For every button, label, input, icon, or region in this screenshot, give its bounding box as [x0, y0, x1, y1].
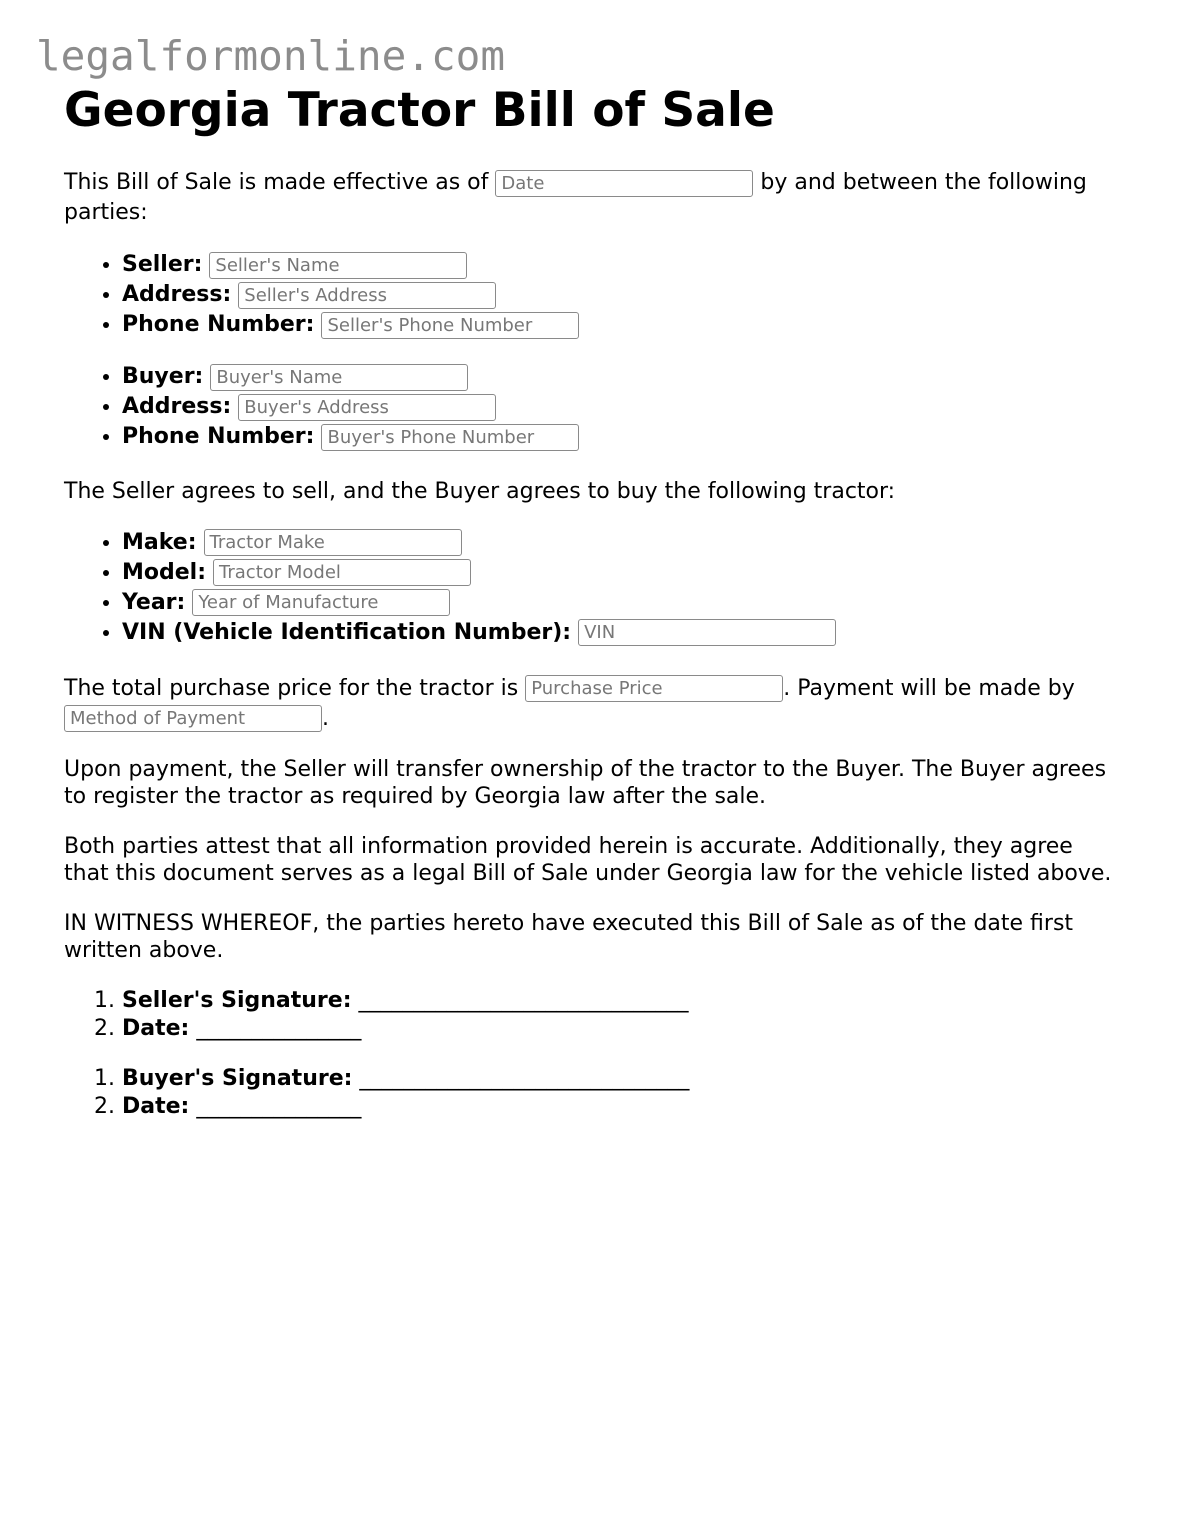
- seller-signature-list: [64, 987, 1124, 1043]
- tractor-model-item: [122, 558, 1124, 588]
- buyer-name-item: [122, 362, 1124, 392]
- buyer-date-line[interactable]: _______________: [196, 1093, 362, 1119]
- seller-date-line[interactable]: _______________: [196, 1015, 362, 1041]
- seller-phone-field[interactable]: Seller's Phone Number: [321, 312, 579, 339]
- buyer-signature-item: [122, 1065, 1124, 1093]
- buyer-phone-label: Phone Number:: [122, 424, 315, 450]
- tractor-vin-label: VIN (Vehicle Identification Number):: [122, 619, 572, 645]
- intro-paragraph: [64, 168, 1124, 228]
- buyer-name-field[interactable]: Buyer's Name: [210, 364, 468, 391]
- seller-name-item: [122, 250, 1124, 280]
- document-title: Georgia Tractor Bill of Sale: [64, 83, 775, 138]
- tractor-year-field[interactable]: Year of Manufacture: [192, 589, 450, 616]
- buyer-address-item: [122, 392, 1124, 422]
- tractor-list: [64, 528, 1124, 648]
- agreement-paragraph: The Seller agrees to sell, and the Buyer agrees to buy the following tractor:: [64, 479, 896, 505]
- buyer-phone-item: [122, 422, 1124, 452]
- buyer-signature-list: [64, 1065, 1124, 1121]
- seller-address-label: Address:: [122, 282, 232, 308]
- tractor-year-label: Year:: [122, 589, 186, 615]
- payment-method-field[interactable]: Method of Payment: [64, 705, 322, 732]
- witness-paragraph: IN WITNESS WHEREOF, the parties hereto have executed this Bill of Sale as of the date first written above.: [64, 910, 1074, 964]
- seller-signature-item: [122, 987, 1124, 1015]
- tractor-model-field[interactable]: Tractor Model: [213, 559, 471, 586]
- price-text-middle: . Payment will be made by: [783, 675, 1075, 701]
- buyer-date-label: Date:: [122, 1093, 190, 1119]
- buyer-address-label: Address:: [122, 394, 232, 420]
- tractor-year-item: [122, 588, 1124, 618]
- transfer-paragraph: Upon payment, the Seller will transfer ownership of the tractor to the Buyer. The Buyer agrees to register the tractor as required by Georgia law after the sale.: [64, 756, 1107, 810]
- document-page: [64, 84, 1124, 1143]
- buyer-phone-field[interactable]: Buyer's Phone Number: [321, 424, 579, 451]
- buyer-list: [64, 362, 1124, 452]
- buyer-date-item: [122, 1093, 1124, 1121]
- seller-name-field[interactable]: Seller's Name: [209, 252, 467, 279]
- buyer-name-label: Buyer:: [122, 364, 204, 390]
- seller-signature-line[interactable]: ______________________________: [358, 987, 689, 1013]
- seller-address-field[interactable]: Seller's Address: [238, 282, 496, 309]
- purchase-price-field[interactable]: Purchase Price: [525, 675, 783, 702]
- seller-list: [64, 250, 1124, 340]
- attest-paragraph: Both parties attest that all information provided herein is accurate. Additionally, they agree that this document serves as a legal Bill of Sale under Georgia law for the vehicle listed above.: [64, 833, 1112, 887]
- watermark-text: legalformonline.com: [36, 32, 505, 80]
- price-text-before: The total purchase price for the tractor is: [64, 675, 519, 701]
- seller-date-item: [122, 1015, 1124, 1043]
- buyer-address-field[interactable]: Buyer's Address: [238, 394, 496, 421]
- buyer-signature-line[interactable]: ______________________________: [359, 1065, 690, 1091]
- intro-text-before: This Bill of Sale is made effective as of: [64, 170, 489, 196]
- intro-text-after: by and between the following parties:: [64, 170, 1087, 226]
- seller-date-label: Date:: [122, 1015, 190, 1041]
- seller-signature-label: Seller's Signature:: [122, 987, 352, 1013]
- tractor-model-label: Model:: [122, 559, 207, 585]
- price-paragraph: [64, 674, 1124, 734]
- seller-address-item: [122, 280, 1124, 310]
- price-text-after: .: [322, 705, 329, 731]
- seller-name-label: Seller:: [122, 252, 203, 278]
- date-field[interactable]: Date: [495, 170, 753, 197]
- tractor-make-item: [122, 528, 1124, 558]
- tractor-make-label: Make:: [122, 529, 197, 555]
- tractor-make-field[interactable]: Tractor Make: [204, 529, 462, 556]
- seller-phone-item: [122, 310, 1124, 340]
- seller-phone-label: Phone Number:: [122, 312, 315, 338]
- tractor-vin-field[interactable]: VIN: [578, 619, 836, 646]
- tractor-vin-item: [122, 618, 1124, 648]
- buyer-signature-label: Buyer's Signature:: [122, 1065, 353, 1091]
